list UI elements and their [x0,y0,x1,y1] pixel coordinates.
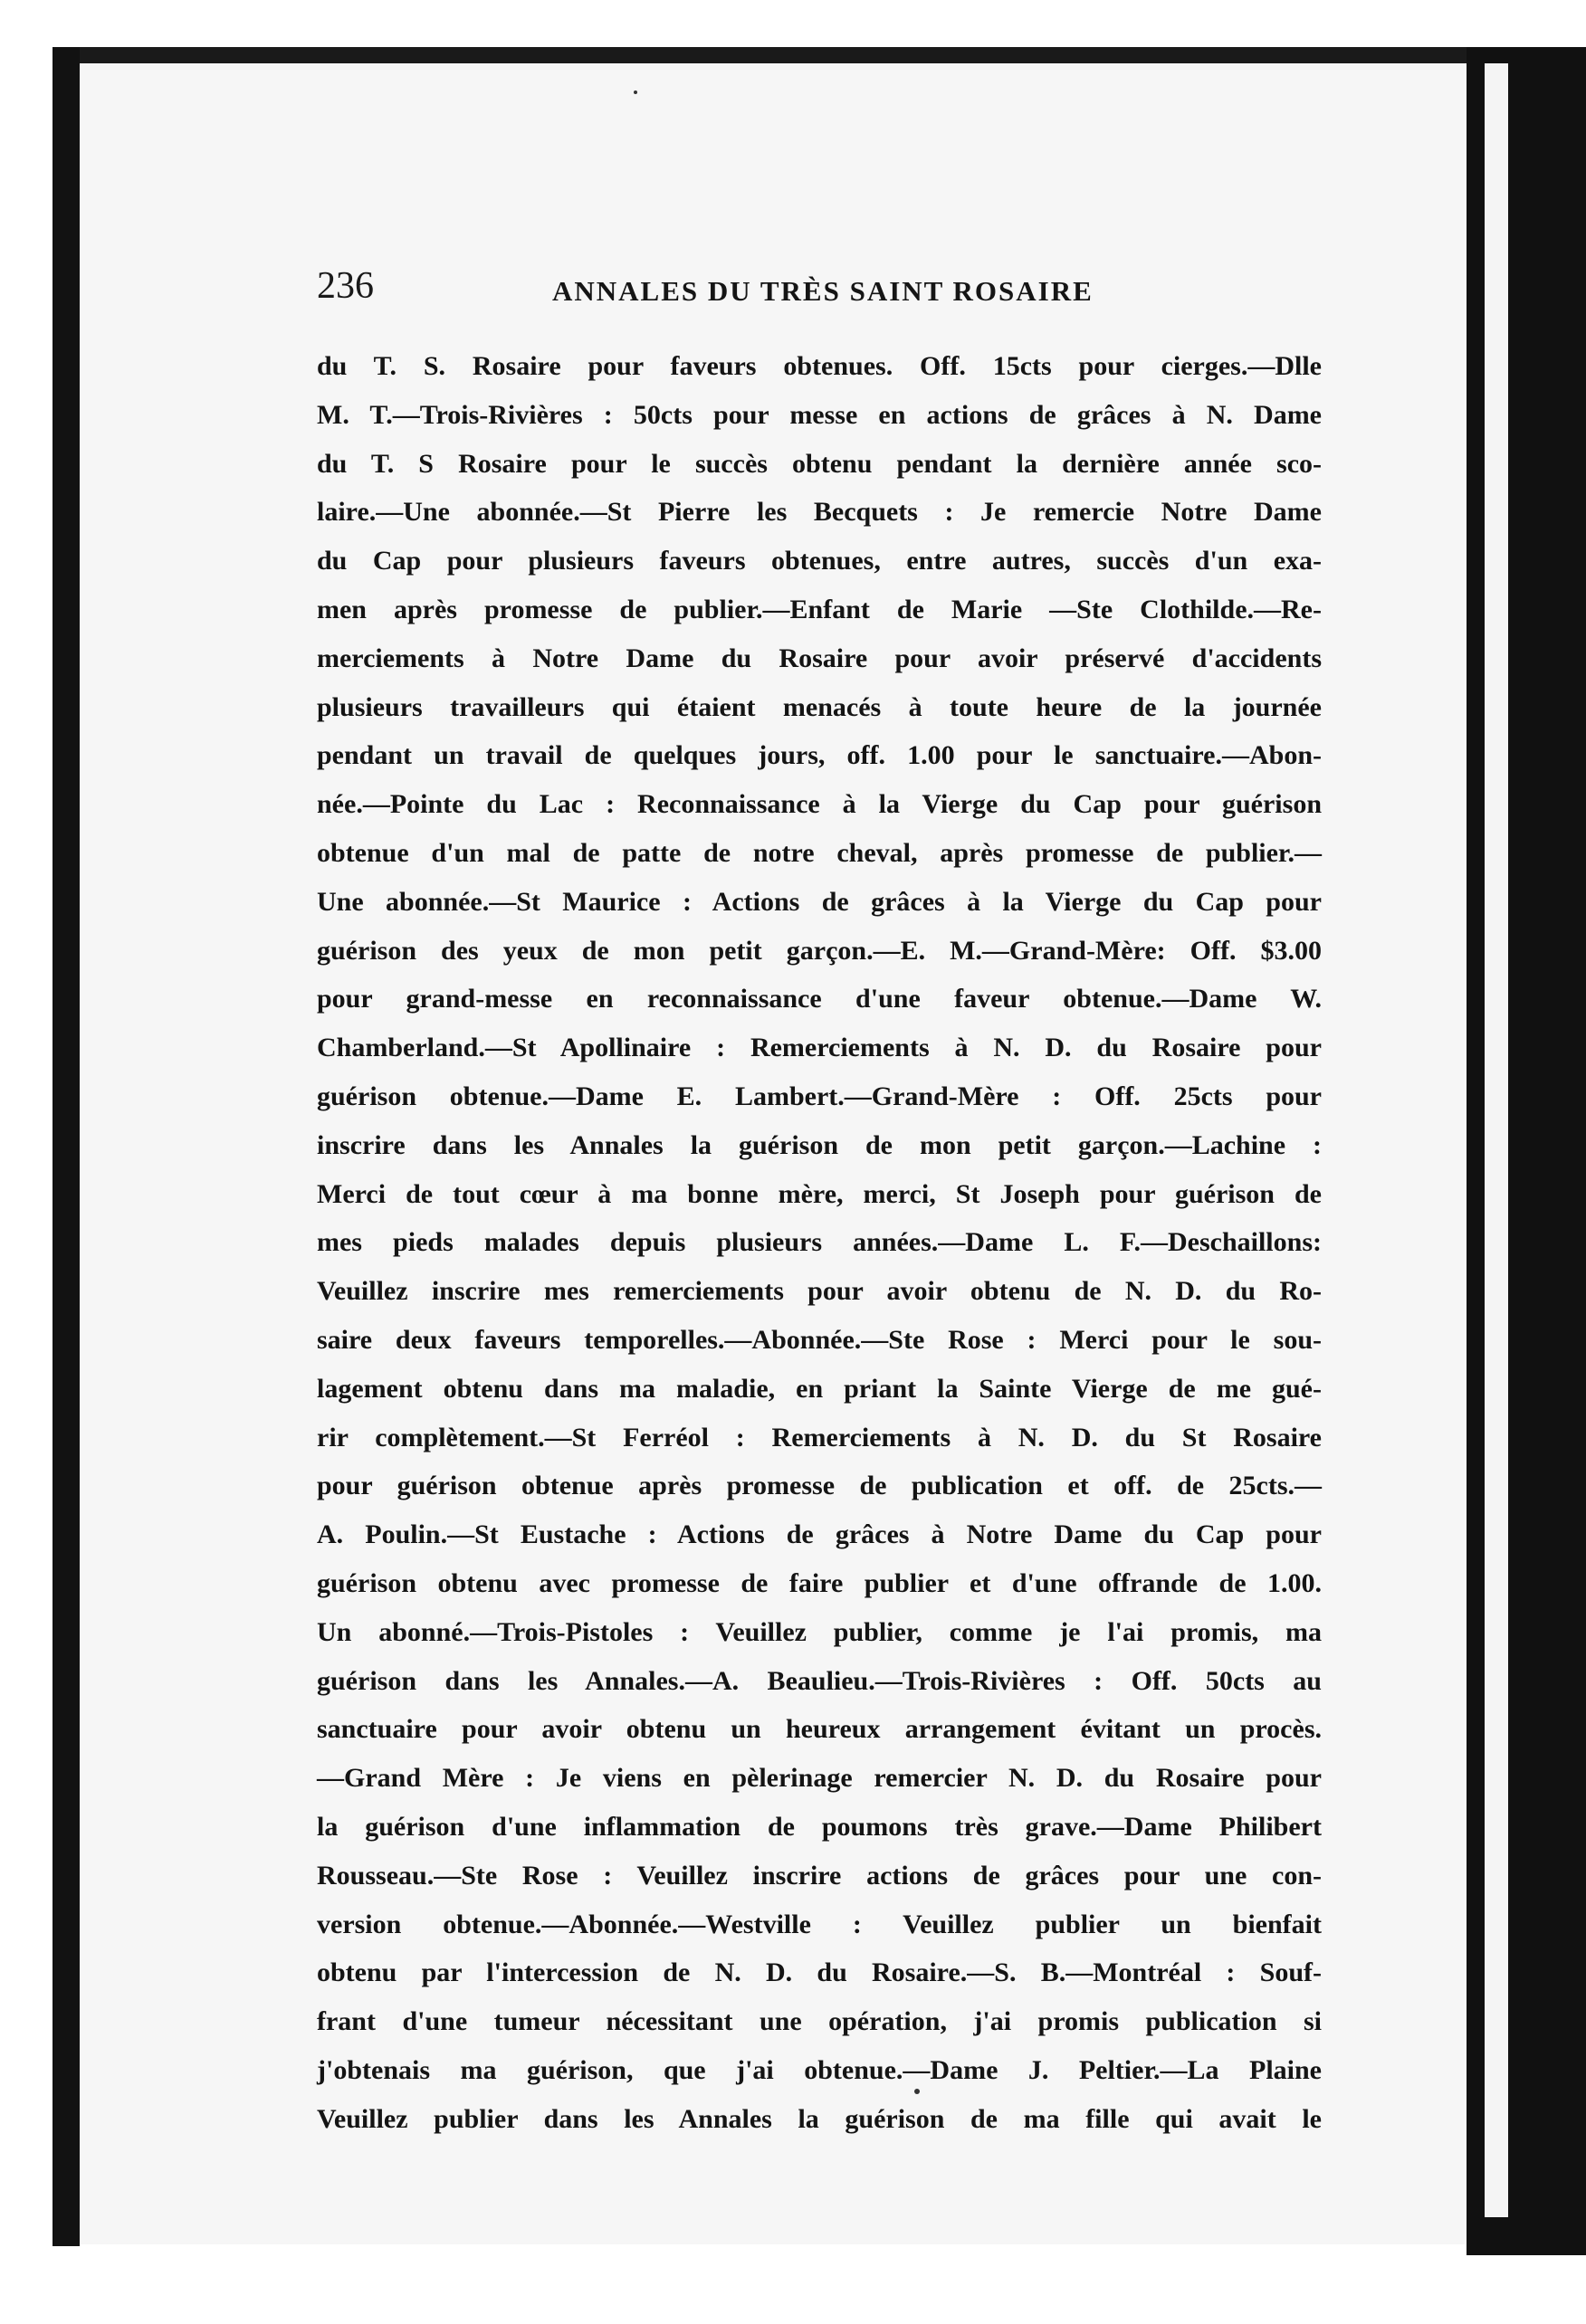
scan-speck [634,90,637,94]
text-line: pour guérison obtenue après promesse de publication et off. de 25cts.— [317,1471,1322,1501]
text-line: version obtenue.—Abonnée.—Westville : Veuillez publier un bienfait [317,1909,1322,1939]
text-line: du Cap pour plusieurs faveurs obtenues, entre autres, succès d'un exa- [317,546,1322,576]
text-line: laire.—Une abonnée.—St Pierre les Becquets : Je remercie Notre Dame [317,497,1322,528]
text-line: frant d'une tumeur nécessitant une opération, j'ai promis publication si [317,2006,1322,2037]
scan-speck [914,2089,920,2094]
text-line: obtenue d'un mal de patte de notre cheval, après promesse de publier.— [317,837,1322,868]
text-line: —Grand Mère : Je viens en pèlerinage remercier N. D. du Rosaire pour [317,1763,1322,1794]
text-line: guérison obtenue.—Dame E. Lambert.—Grand-Mère : Off. 25cts pour [317,1081,1322,1111]
text-line: Chamberland.—St Apollinaire : Remerciements à N. D. du Rosaire pour [317,1033,1322,1063]
text-line: men après promesse de publier.—Enfant de Marie —Ste Clothilde.—Re- [317,594,1322,624]
text-line: du T. S. Rosaire pour faveurs obtenues. Off. 15cts pour cierges.—Dlle [317,351,1322,381]
running-head: ANNALES DU TRÈS SAINT ROSAIRE [552,275,1094,307]
text-line: M. T.—Trois-Rivières : 50cts pour messe en actions de grâces à N. Dame [317,399,1322,430]
text-line: saire deux faveurs temporelles.—Abonnée.—Ste Rose : Merci pour le sou- [317,1324,1322,1355]
adjacent-page-edge [1485,63,1508,2217]
text-line: guérison des yeux de mon petit garçon.—E. M.—Grand-Mère: Off. $3.00 [317,935,1322,966]
text-line: Merci de tout cœur à ma bonne mère, merci, St Joseph pour guérison de [317,1178,1322,1209]
text-line: mes pieds malades depuis plusieurs années.—Dame L. F.—Deschaillons: [317,1227,1322,1258]
text-line: rir complètement.—St Ferréol : Remerciements à N. D. du St Rosaire [317,1422,1322,1452]
text-line: guérison dans les Annales.—A. Beaulieu.—Trois-Rivières : Off. 50cts au [317,1665,1322,1696]
text-line: du T. S Rosaire pour le succès obtenu pendant la dernière année sco- [317,448,1322,479]
text-line: obtenu par l'intercession de N. D. du Rosaire.—S. B.—Montréal : Souf- [317,1957,1322,1988]
text-line: j'obtenais ma guérison, que j'ai obtenue.—Dame J. Peltier.—La Plaine [317,2054,1322,2085]
text-line: A. Poulin.—St Eustache : Actions de grâces à Notre Dame du Cap pour [317,1519,1322,1550]
scan-border-top [53,47,1537,63]
text-line: Rousseau.—Ste Rose : Veuillez inscrire actions de grâces pour une con- [317,1860,1322,1891]
text-line: lagement obtenu dans ma maladie, en priant la Sainte Vierge de me gué- [317,1373,1322,1404]
text-line: Un abonné.—Trois-Pistoles : Veuillez publier, comme je l'ai promis, ma [317,1616,1322,1647]
scan-border-left [53,47,80,2246]
page-number: 236 [317,265,374,307]
text-line: Une abonnée.—St Maurice : Actions de grâces à la Vierge du Cap pour [317,886,1322,917]
text-line: guérison obtenu avec promesse de faire publier et d'une offrande de 1.00. [317,1567,1322,1598]
text-line: merciements à Notre Dame du Rosaire pour avoir préservé d'accidents [317,643,1322,673]
text-line: pendant un travail de quelques jours, off. 1.00 pour le sanctuaire.—Abon- [317,740,1322,771]
body-text [317,342,1322,2143]
text-line: inscrire dans les Annales la guérison de mon petit garçon.—Lachine : [317,1129,1322,1160]
text-line: Veuillez publier dans les Annales la guérison de ma fille qui avait le [317,2103,1322,2134]
text-line: née.—Pointe du Lac : Reconnaissance à la Vierge du Cap pour guérison [317,789,1322,820]
text-line: pour grand-messe en reconnaissance d'une faveur obtenue.—Dame W. [317,984,1322,1014]
text-line: plusieurs travailleurs qui étaient menacés à toute heure de la journée [317,691,1322,722]
text-line: Veuillez inscrire mes remerciements pour avoir obtenu de N. D. du Ro- [317,1276,1322,1307]
text-line: la guérison d'une inflammation de poumons très grave.—Dame Philibert [317,1811,1322,1842]
text-line: sanctuaire pour avoir obtenu un heureux arrangement évitant un procès. [317,1714,1322,1745]
